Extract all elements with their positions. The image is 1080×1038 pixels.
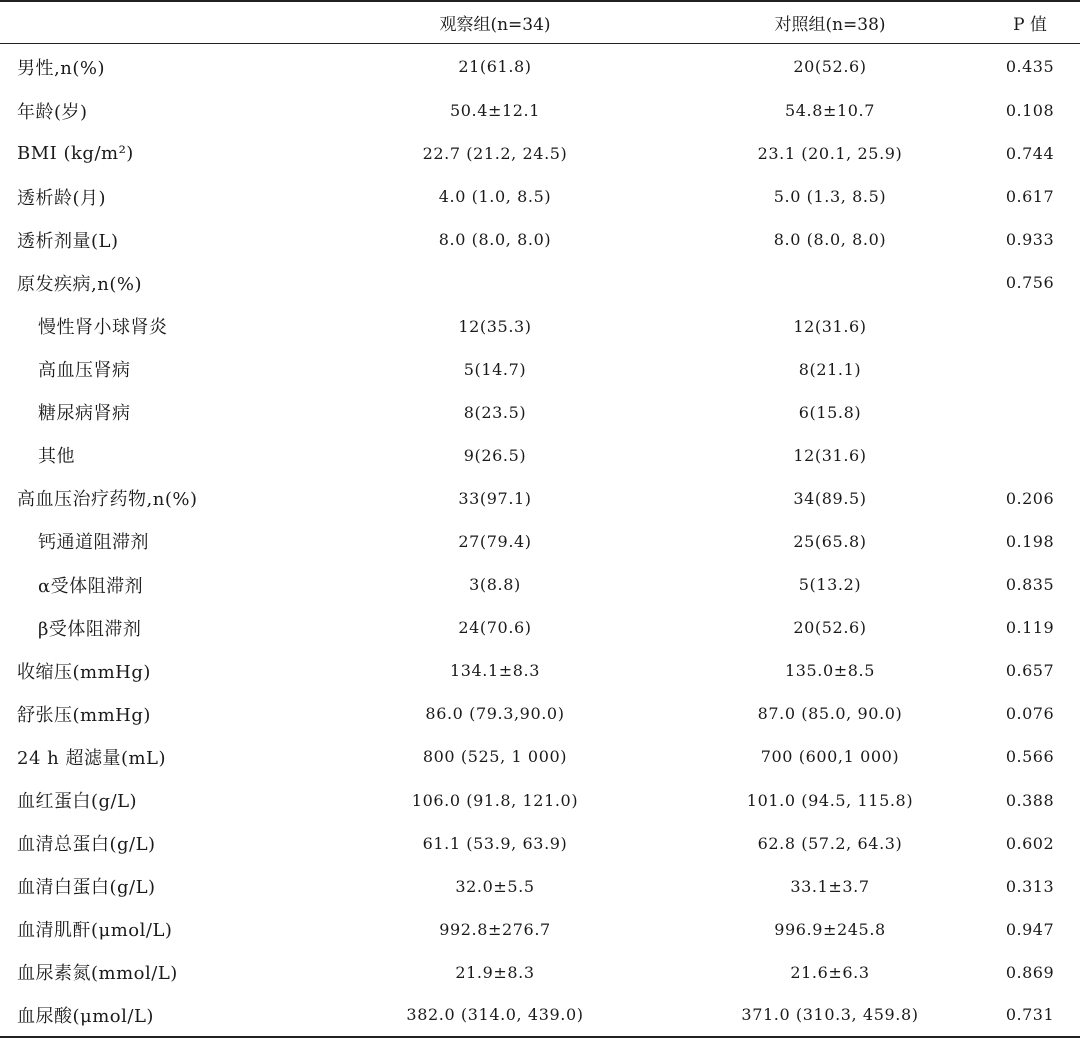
control-value [640,261,980,304]
observation-value: 86.0 (79.3,90.0) [425,704,565,724]
control-value: 135.0±8.5 [784,661,876,681]
observation-value: 12(35.3) [458,316,532,336]
row-label: 高血压治疗药物,n(%) [17,489,198,511]
table-row [0,606,1080,649]
table-row [0,477,1080,520]
control-value: 101.0 (94.5, 115.8) [746,790,914,810]
table-row [0,692,1080,735]
control-value: 12(31.6) [793,445,867,465]
p-value: 0.756 [1005,273,1055,293]
row-label: 高血压肾病 [38,360,131,382]
control-value: 34(89.5) [793,488,867,508]
header-variable [0,1,330,44]
header-control-group: 对照组(n=38) [640,1,980,44]
control-value: 87.0 (85.0, 90.0) [757,704,903,724]
table-row [0,563,1080,606]
row-label: β受体阻滞剂 [38,618,142,640]
table-header [0,1,1080,44]
p-value: 0.602 [1005,833,1055,853]
header-observation-group: 观察组(n=34) [330,1,640,44]
observation-value: 992.8±276.7 [439,919,551,939]
row-label: BMI (kg/m²) [17,143,134,165]
control-value: 700 (600,1 000) [760,747,900,767]
row-label: 透析剂量(L) [17,230,119,252]
p-value: 0.313 [1005,876,1055,896]
p-value [980,304,1080,347]
row-label: 慢性肾小球肾炎 [38,317,168,339]
row-label: 24 h 超滤量(mL) [17,747,167,769]
observation-value: 106.0 (91.8, 121.0) [411,790,579,810]
observation-value: 21(61.8) [458,57,532,76]
header-row [0,1,1080,44]
table-row [0,132,1080,175]
p-value: 0.657 [1005,661,1055,681]
control-value: 25(65.8) [793,531,867,551]
observation-value: 800 (525, 1 000) [422,747,568,767]
p-value: 0.206 [1005,488,1055,508]
control-value: 5(13.2) [798,575,862,595]
observation-value: 32.0±5.5 [455,876,535,896]
observation-value: 8.0 (8.0, 8.0) [438,230,552,250]
row-label: 血清总蛋白(g/L) [17,834,156,856]
p-value: 0.119 [1005,618,1055,638]
observation-value: 24(70.6) [458,618,532,638]
observation-value: 33(97.1) [458,488,532,508]
p-value: 0.869 [1005,962,1055,982]
row-label: 舒张压(mmHg) [17,704,151,726]
p-value: 0.617 [1005,187,1055,207]
row-label: 钙通道阻滞剂 [38,532,149,554]
p-value: 0.076 [1005,704,1055,724]
row-label: 年龄(岁) [17,101,88,123]
row-label: 透析龄(月) [17,187,107,209]
p-value: 0.744 [1005,144,1055,164]
observation-value: 22.7 (21.2, 24.5) [422,144,568,164]
control-value: 21.6±6.3 [790,962,870,982]
row-label: 血清白蛋白(g/L) [17,877,156,899]
control-value: 33.1±3.7 [790,876,870,896]
table-row [0,434,1080,477]
header-p-value: P 值 [980,1,1080,44]
row-label: 血红蛋白(g/L) [17,791,138,813]
p-value [980,348,1080,391]
observation-value: 50.4±12.1 [449,101,541,121]
observation-value: 5(14.7) [463,359,527,379]
observation-value: 27(79.4) [458,531,532,551]
row-label: 血尿酸(μmol/L) [0,994,330,1037]
row-label: 原发疾病,n(%) [17,273,142,295]
control-value: 20(52.6) [793,618,867,638]
table-row [0,649,1080,692]
table-row [0,175,1080,218]
observation-value: 4.0 (1.0, 8.5) [438,187,552,207]
p-value: 0.198 [1005,531,1055,551]
control-value: 5.0 (1.3, 8.5) [773,187,887,207]
table-body [0,44,1080,1037]
observation-value: 8(23.5) [463,402,527,422]
table-row [0,779,1080,822]
row-label: 收缩压(mmHg) [17,661,151,683]
observation-value: 61.1 (53.9, 63.9) [422,833,568,853]
observation-value: 134.1±8.3 [449,661,541,681]
observation-value: 382.0 (314.0, 439.0) [330,994,640,1037]
row-label: 糖尿病肾病 [38,403,131,425]
row-label: 男性,n(%) [17,57,105,79]
table-row [0,908,1080,951]
observation-value: 9(26.5) [463,445,527,465]
table-row [0,44,1080,90]
p-value: 0.388 [1005,790,1055,810]
control-value: 54.8±10.7 [784,101,876,121]
p-value: 0.566 [1005,747,1055,767]
control-value: 371.0 (310.3, 459.8) [640,994,980,1037]
control-value: 8.0 (8.0, 8.0) [773,230,887,250]
control-value: 62.8 (57.2, 64.3) [757,833,903,853]
row-label: 血尿素氮(mmol/L) [17,963,178,985]
p-value: 0.435 [1005,57,1055,76]
p-value [980,434,1080,477]
table-row [0,735,1080,778]
control-value: 20(52.6) [793,57,867,76]
p-value: 0.933 [1005,230,1055,250]
control-value: 23.1 (20.1, 25.9) [757,144,903,164]
table-row [0,951,1080,994]
control-value: 12(31.6) [793,316,867,336]
table-row [0,822,1080,865]
p-value: 0.947 [1005,919,1055,939]
table-row [0,304,1080,347]
control-value: 996.9±245.8 [774,919,886,939]
row-label: α受体阻滞剂 [38,575,144,597]
p-value: 0.835 [1005,575,1055,595]
table-row [0,89,1080,132]
observation-value: 3(8.8) [469,575,521,595]
table-row [0,218,1080,261]
p-value: 0.731 [980,994,1080,1037]
table-row [0,994,1080,1037]
table-row [0,520,1080,563]
observation-value: 21.9±8.3 [455,962,535,982]
control-value: 8(21.1) [798,359,862,379]
row-label: 其他 [38,446,75,468]
table-row [0,391,1080,434]
row-label: 血清肌酐(μmol/L) [17,920,173,942]
p-value: 0.108 [1005,101,1055,121]
p-value [980,391,1080,434]
table-row [0,261,1080,304]
observation-value [330,261,640,304]
table-row [0,348,1080,391]
table-row [0,865,1080,908]
control-value: 6(15.8) [798,402,862,422]
